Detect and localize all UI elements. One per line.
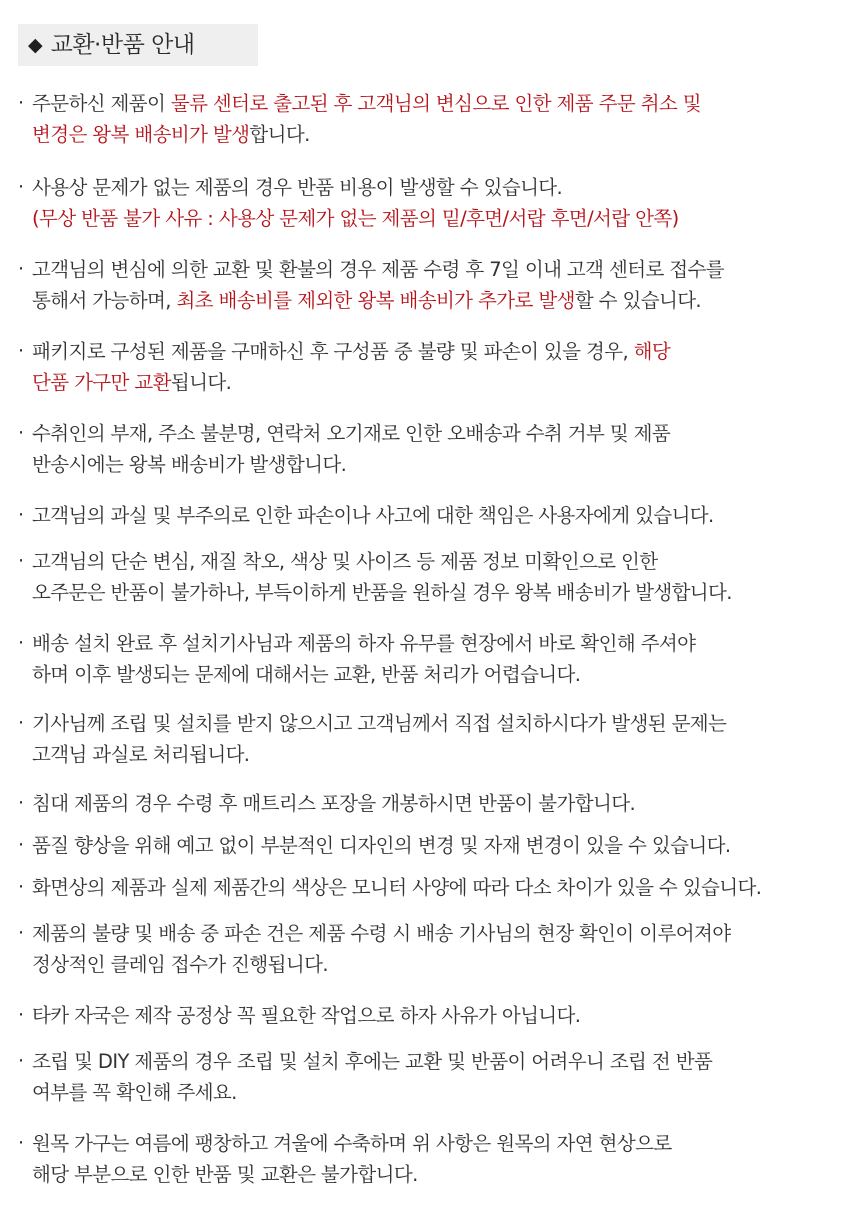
- notice-item: [18, 418, 858, 480]
- notice-item: [18, 546, 858, 608]
- notice-line: [18, 367, 858, 398]
- notice-line: [18, 788, 858, 819]
- notice-line: [18, 336, 858, 367]
- bullet-dot-icon: ·: [18, 340, 24, 362]
- notice-text: 고객님의 단순 변심, 재질 착오, 색상 및 사이즈 등 제품 정보 미확인으로 인한: [32, 550, 658, 573]
- notice-line: [18, 418, 858, 449]
- bullet-dot-icon: ·: [18, 876, 24, 898]
- notice-item: [18, 708, 858, 770]
- notice-text: 통해서 가능하며,: [32, 289, 177, 312]
- notice-line: [18, 830, 858, 861]
- notice-text: 제품의 불량 및 배송 중 파손 건은 제품 수령 시 배송 기사님의 현장 확인이 이루어져야: [32, 922, 731, 945]
- notice-text: 주문하신 제품이: [32, 92, 171, 115]
- notice-text: 패키지로 구성된 제품을 구매하신 후 구성품 중 불량 및 파손이 있을 경우,: [32, 340, 634, 363]
- notice-text: 고객님의 과실 및 부주의로 인한 파손이나 사고에 대한 책임은 사용자에게 있습니다.: [32, 504, 714, 527]
- section-title: 교환·반품 안내: [50, 31, 195, 58]
- notice-text: 침대 제품의 경우 수령 후 매트리스 포장을 개봉하시면 반품이 불가합니다.: [32, 792, 636, 815]
- bullet-dot-icon: ·: [18, 550, 24, 572]
- notice-text: 고객님 과실로 처리됩니다.: [32, 743, 250, 766]
- notice-item: [18, 254, 858, 316]
- notice-item: [18, 872, 858, 903]
- notice-text: 화면상의 제품과 실제 제품간의 색상은 모니터 사양에 따라 다소 차이가 있을 수 있습니다.: [32, 876, 762, 899]
- notice-item: [18, 788, 858, 819]
- notice-line: [18, 172, 858, 203]
- notice-line: [18, 659, 858, 690]
- notice-text: 됩니다.: [170, 371, 232, 394]
- notice-line: [18, 1000, 858, 1031]
- bullet-dot-icon: ·: [18, 792, 24, 814]
- notice-line: [18, 1128, 858, 1159]
- notice-text: 오주문은 반품이 불가하나, 부득이하게 반품을 원하실 경우 왕복 배송비가 발생합니다.: [32, 581, 732, 604]
- notice-line: [18, 949, 858, 980]
- notice-item: [18, 172, 858, 234]
- notice-item: [18, 88, 858, 150]
- bullet-dot-icon: ·: [18, 1132, 24, 1154]
- bullet-dot-icon: ·: [18, 176, 24, 198]
- bullet-dot-icon: ·: [18, 504, 24, 526]
- notice-text: 수취인의 부재, 주소 불분명, 연락처 오기재로 인한 오배송과 수취 거부 및 제품: [32, 422, 671, 445]
- notice-item: [18, 336, 858, 398]
- bullet-dot-icon: ·: [18, 712, 24, 734]
- highlighted-text: (무상 반품 불가 사유 : 사용상 문제가 없는 제품의 밑/후면/서랍 후면/서랍 안쪽): [32, 207, 679, 230]
- notice-line: [18, 88, 858, 119]
- notice-line: [18, 918, 858, 949]
- notice-line: [18, 546, 858, 577]
- notice-item: [18, 1000, 858, 1031]
- notice-line: [18, 449, 858, 480]
- notice-line: [18, 1159, 858, 1190]
- notice-text: 여부를 꼭 확인해 주세요.: [32, 1081, 237, 1104]
- notice-text: 품질 향상을 위해 예고 없이 부분적인 디자인의 변경 및 자재 변경이 있을 수 있습니다.: [32, 834, 731, 857]
- notice-text: 배송 설치 완료 후 설치기사님과 제품의 하자 유무를 현장에서 바로 확인해 주셔야: [32, 632, 696, 655]
- highlighted-text: 물류 센터로 출고된 후 고객님의 변심으로 인한 제품 주문 취소 및: [170, 92, 702, 115]
- notice-item: [18, 1046, 858, 1108]
- notice-text: 조립 및 DIY 제품의 경우 조립 및 설치 후에는 교환 및 반품이 어려우니 조립 전 반품: [32, 1050, 713, 1073]
- bullet-dot-icon: ·: [18, 922, 24, 944]
- notice-line: [18, 1077, 858, 1108]
- notice-text: 정상적인 클레임 접수가 진행됩니다.: [32, 953, 328, 976]
- notice-text: 합니다.: [249, 123, 310, 146]
- bullet-dot-icon: ·: [18, 92, 24, 114]
- notice-line: [18, 739, 858, 770]
- notice-line: [18, 119, 858, 150]
- highlighted-text: 변경은 왕복 배송비가 발생: [32, 123, 250, 146]
- notice-text: 타카 자국은 제작 공정상 꼭 필요한 작업으로 하자 사유가 아닙니다.: [32, 1004, 581, 1027]
- notice-line: [18, 708, 858, 739]
- notice-text: 하며 이후 발생되는 문제에 대해서는 교환, 반품 처리가 어렵습니다.: [32, 663, 581, 686]
- notice-text: 원목 가구는 여름에 팽창하고 겨울에 수축하며 위 사항은 원목의 자연 현상으로: [32, 1132, 672, 1155]
- diamond-bullet-icon: ◆: [28, 33, 43, 56]
- notice-item: [18, 500, 858, 531]
- notice-line: [18, 1046, 858, 1077]
- notice-line: [18, 285, 858, 316]
- notice-line: [18, 628, 858, 659]
- notice-line: [18, 577, 858, 608]
- notice-text: 고객님의 변심에 의한 교환 및 환불의 경우 제품 수령 후 7일 이내 고객 센터로 접수를: [32, 258, 725, 281]
- notice-line: [18, 203, 858, 234]
- notice-item: [18, 830, 858, 861]
- bullet-dot-icon: ·: [18, 258, 24, 280]
- notice-item: [18, 918, 858, 980]
- notice-text: 해당 부분으로 인한 반품 및 교환은 불가합니다.: [32, 1163, 418, 1186]
- bullet-dot-icon: ·: [18, 834, 24, 856]
- bullet-dot-icon: ·: [18, 422, 24, 444]
- highlighted-text: 단품 가구만 교환: [32, 371, 171, 394]
- notice-line: [18, 254, 858, 285]
- notice-item: [18, 1128, 858, 1190]
- notice-text: 반송시에는 왕복 배송비가 발생합니다.: [32, 453, 347, 476]
- highlighted-text: 최초 배송비를 제외한 왕복 배송비가 추가로 발생: [176, 289, 575, 312]
- highlighted-text: 해당: [633, 340, 671, 363]
- bullet-dot-icon: ·: [18, 1004, 24, 1026]
- notice-line: [18, 500, 858, 531]
- notice-text: 사용상 문제가 없는 제품의 경우 반품 비용이 발생할 수 있습니다.: [32, 176, 563, 199]
- notice-line: [18, 872, 858, 903]
- notice-text: 할 수 있습니다.: [574, 289, 702, 312]
- notice-item: [18, 628, 858, 690]
- notice-text: 기사님께 조립 및 설치를 받지 않으시고 고객님께서 직접 설치하시다가 발생된 문제는: [32, 712, 727, 735]
- bullet-dot-icon: ·: [18, 1050, 24, 1072]
- section-header: [18, 24, 258, 66]
- bullet-dot-icon: ·: [18, 632, 24, 654]
